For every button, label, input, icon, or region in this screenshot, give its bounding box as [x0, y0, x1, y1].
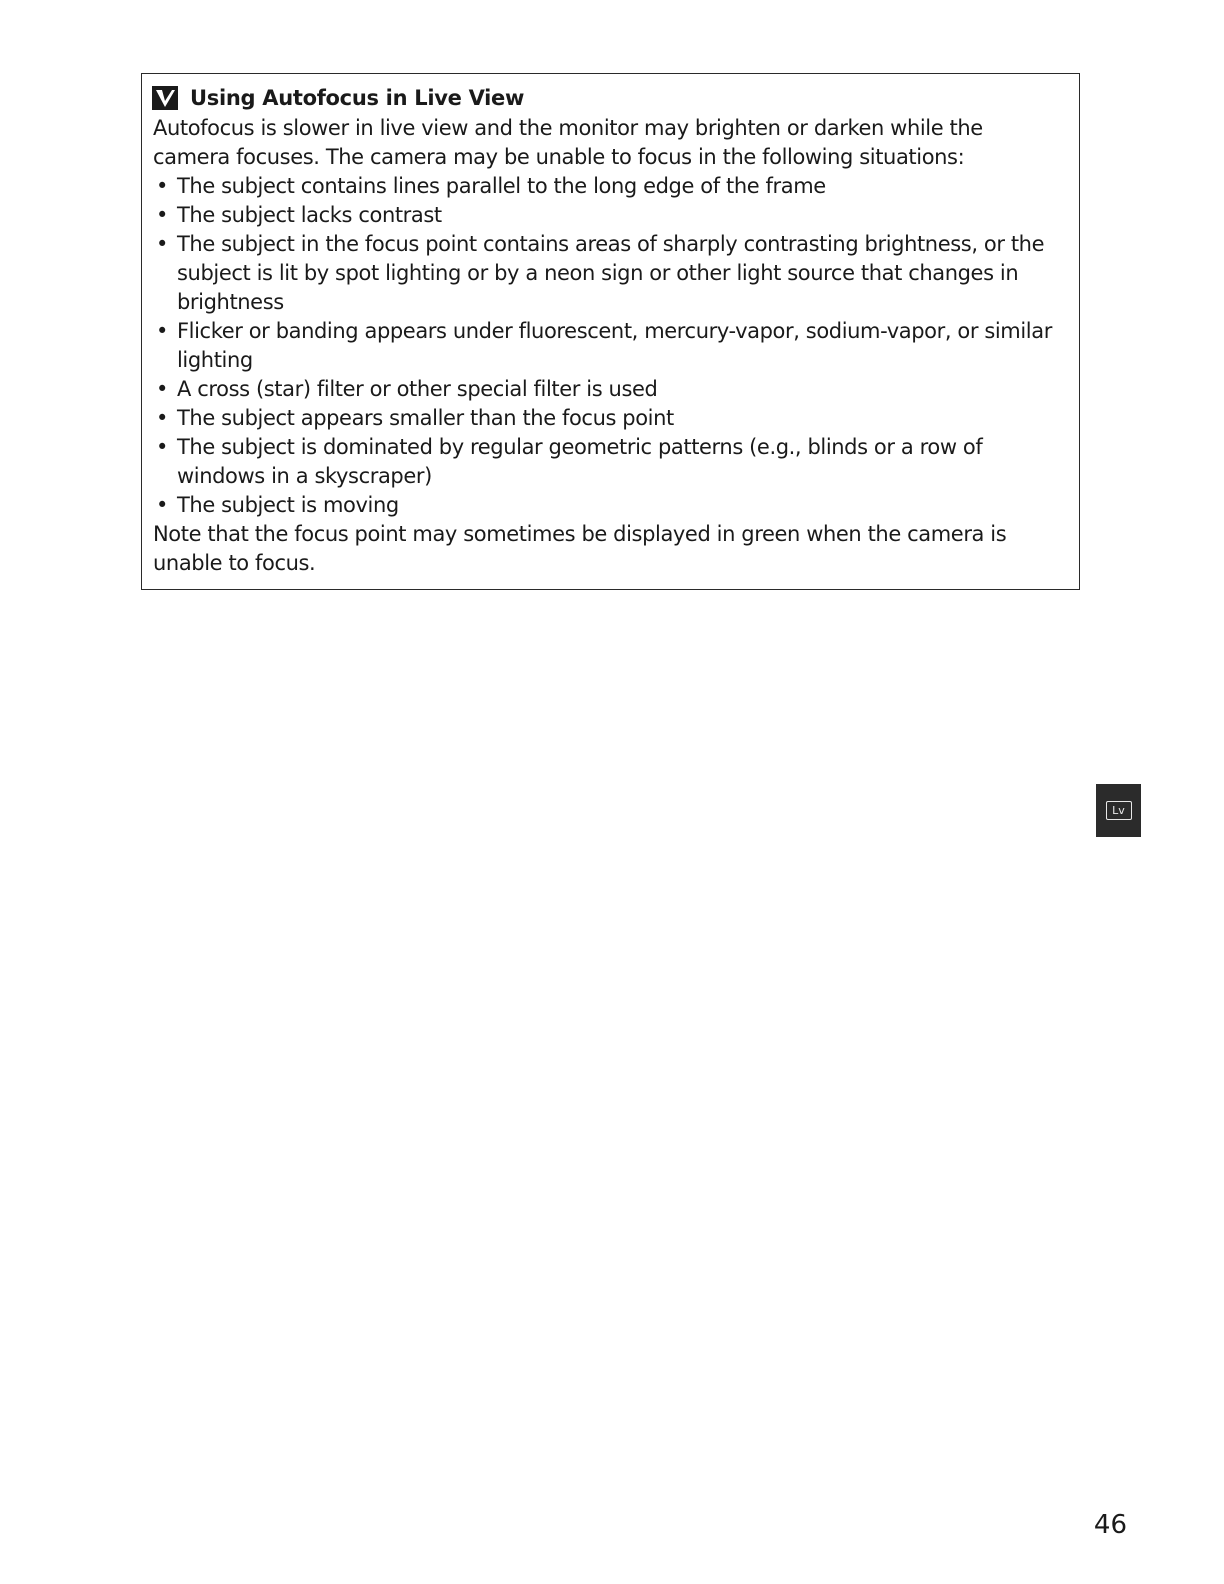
list-item: • A cross (star) filter or other special filter is used — [152, 375, 1063, 404]
bullet: • — [156, 377, 168, 401]
note-heading — [152, 82, 1063, 114]
note-title: Using Autofocus in Live View — [190, 86, 525, 110]
bullet: • — [156, 406, 168, 430]
live-view-section-tab — [1096, 784, 1141, 837]
bullet: • — [156, 493, 168, 517]
list-item: • The subject is moving — [152, 491, 1063, 520]
list-item: • The subject appears smaller than the focus point — [152, 404, 1063, 433]
bullet: • — [156, 435, 168, 459]
bullet: • — [156, 319, 168, 343]
note-box — [141, 73, 1080, 590]
note-outro: Note that the focus point may sometimes be displayed in green when the camera is unable to focus. — [153, 522, 1007, 575]
list-item: • The subject contains lines parallel to the long edge of the frame — [152, 172, 1063, 201]
live-view-icon: Lv — [1106, 801, 1132, 820]
page-number: 46 — [1093, 1510, 1127, 1540]
bullet: • — [156, 203, 168, 227]
list-item: • The subject lacks contrast — [152, 201, 1063, 230]
situations-list — [152, 172, 1063, 520]
list-item: • The subject is dominated by regular geometric patterns (e.g., blinds or a row of windows in a skyscraper) — [156, 435, 983, 488]
note-intro: Autofocus is slower in live view and the monitor may brighten or darken while the camera focuses. The camera may be unable to focus in the following situations: — [153, 116, 983, 169]
list-item: • The subject in the focus point contains areas of sharply contrasting brightness, or the subject is lit by spot lighting or by a neon sign or other light source that changes in brightness — [156, 232, 1045, 314]
bullet: • — [156, 174, 168, 198]
list-item: • Flicker or banding appears under fluorescent, mercury-vapor, sodium-vapor, or similar lighting — [156, 319, 1052, 372]
bullet: • — [156, 232, 168, 256]
check-note-icon — [152, 86, 178, 110]
